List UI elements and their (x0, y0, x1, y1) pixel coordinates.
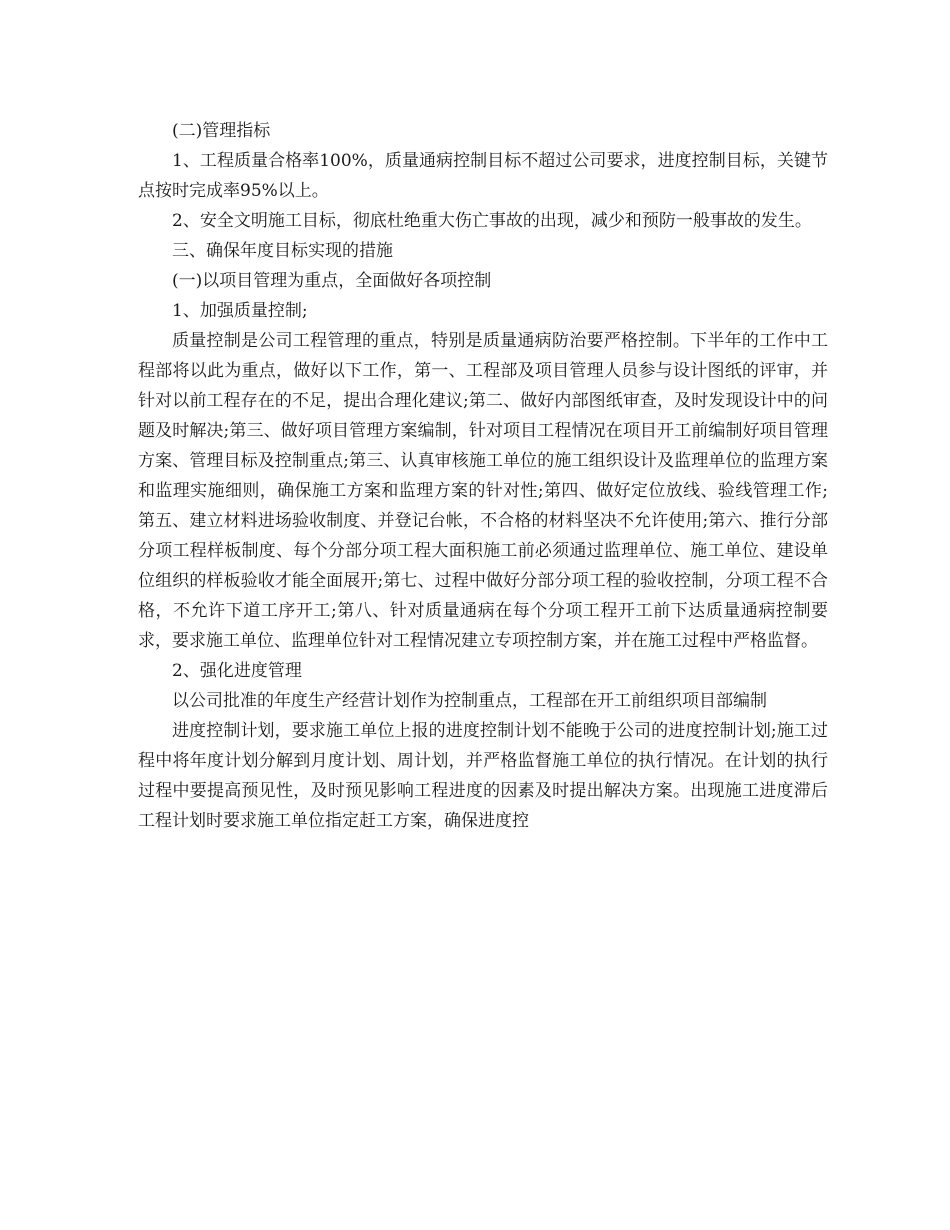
paragraph-quality-target: 1、工程质量合格率100%，质量通病控制目标不超过公司要求，进度控制目标，关键节点按时完成率95%以上。 (138, 151, 828, 201)
section-heading-measures: 三、确保年度目标实现的措施 (172, 241, 393, 261)
paragraph-safety-target: 2、安全文明施工目标，彻底杜绝重大伤亡事故的出现，减少和预防一般事故的发生。 (172, 211, 812, 231)
paragraph-quality-control: 质量控制是公司工程管理的重点，特别是质量通病防治要严格控制。下半年的工作中工程部将以此为重点，做好以下工作，第一、工程部及项目管理人员参与设计图纸的评审，并针对以前工程存在的不足，提出合理化建议;第二、做好内部图纸审查，及时发现设计中的问题及时解决;第三、做好项目管理方案编制，针对项目工程情况在项目开工前编制好项目管理方案、管理目标及控制重点;第三、认真审核施工单位的施工组织设计及监理单位的监理方案和监理实施细则，确保施工方案和监理方案的针对性;第四、做好定位放线、验线管理工作;第五、建立材料进场验收制度、并登记台帐，不合格的材料坚决不允许使用;第六、推行分部分项工程样板制度、每个分部分项工程大面积施工前必须通过监理单位、施工单位、建设单位组织的样板验收才能全面展开;第七、过程中做好分部分项工程的验收控制，分项工程不合格，不允许下道工序开工;第八、针对质量通病在每个分项工程开工前下达质量通病控制要求，要求施工单位、监理单位针对工程情况建立专项控制方案，并在施工过程中严格监督。 (138, 331, 828, 651)
item-heading-progress-management: 2、强化进度管理 (172, 661, 302, 681)
subsection-heading-project-management: (一)以项目管理为重点，全面做好各项控制 (172, 271, 492, 291)
document-body (138, 116, 828, 836)
item-heading-quality-control: 1、加强质量控制; (172, 301, 308, 321)
section-heading-management-indicators: (二)管理指标 (172, 121, 271, 141)
paragraph-progress-intro: 以公司批准的年度生产经营计划作为控制重点，工程部在开工前组织项目部编制 (172, 691, 767, 711)
paragraph-progress-plan: 进度控制计划，要求施工单位上报的进度控制计划不能晚于公司的进度控制计划;施工过程中将年度计划分解到月度计划、周计划，并严格监督施工单位的执行情况。在计划的执行过程中要提高预见性，及时预见影响工程进度的因素及时提出解决方案。出现施工进度滞后工程计划时要求施工单位指定赶工方案，确保进度控 (138, 721, 828, 831)
